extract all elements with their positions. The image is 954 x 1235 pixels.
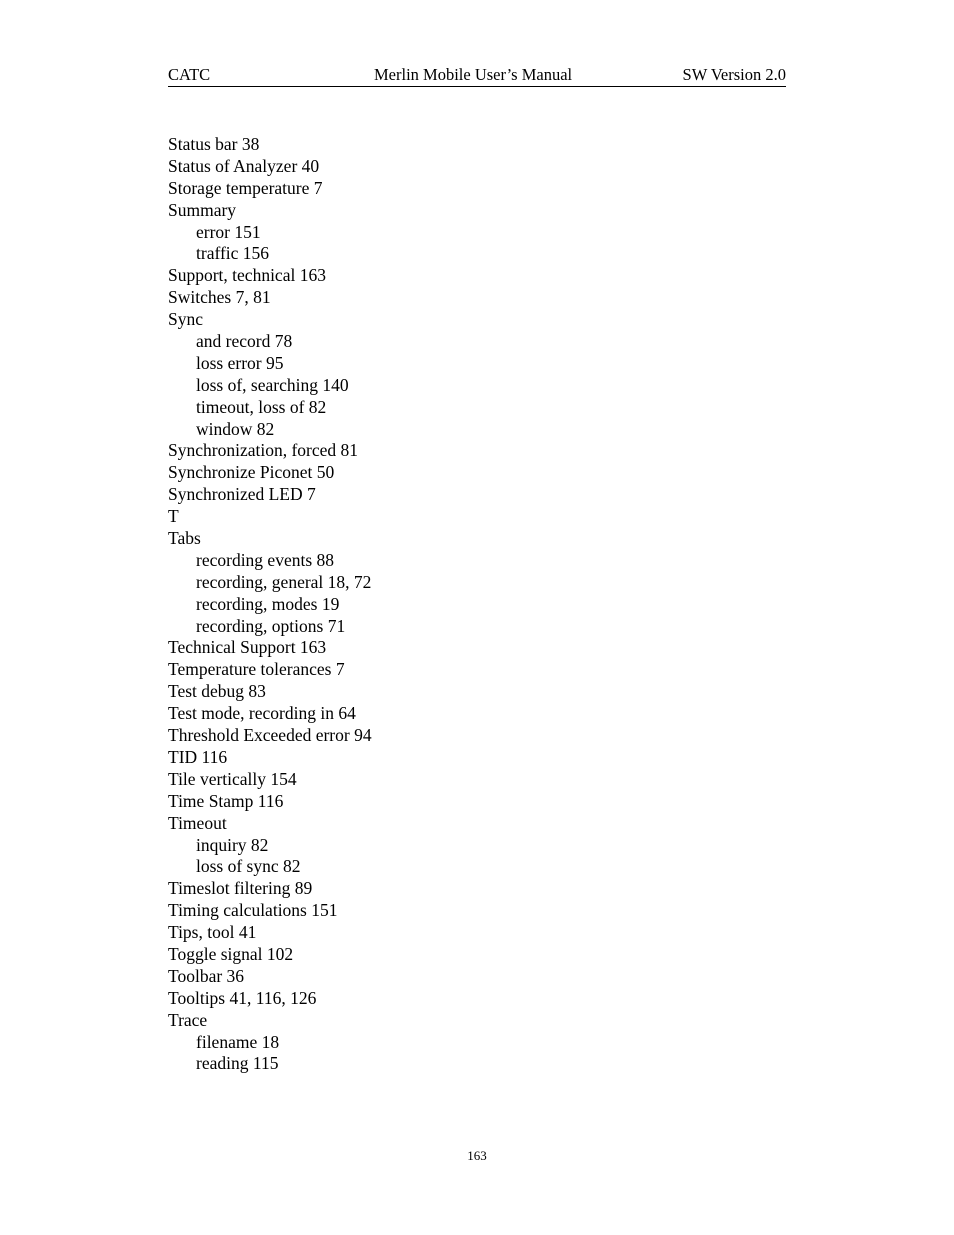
index-entry: Tile vertically 154 bbox=[168, 768, 297, 789]
index-subentry: error 151 bbox=[196, 221, 261, 242]
index-entry: Temperature tolerances 7 bbox=[168, 659, 345, 680]
index-subentry: loss error 95 bbox=[196, 352, 284, 373]
index-subentry: loss of, searching 140 bbox=[196, 374, 349, 395]
index-subentry: filename 18 bbox=[196, 1031, 280, 1052]
page-number: 163 bbox=[467, 1148, 487, 1163]
index-entry: Timeslot filtering 89 bbox=[168, 878, 313, 899]
index-list bbox=[168, 134, 768, 1075]
index-subentry: reading 115 bbox=[196, 1053, 279, 1074]
index-entry: Toggle signal 102 bbox=[168, 943, 294, 964]
index-subentry: timeout, loss of 82 bbox=[196, 396, 327, 417]
index-entry: Sync bbox=[168, 309, 203, 330]
index-entry: Timing calculations 151 bbox=[168, 900, 338, 921]
index-entry: Trace bbox=[168, 1009, 208, 1030]
index-subentry: recording events 88 bbox=[196, 549, 335, 570]
index-entry: Status bar 38 bbox=[168, 134, 260, 154]
index-entry: Switches 7, 81 bbox=[168, 287, 271, 308]
index-entry: Test mode, recording in 64 bbox=[168, 703, 356, 724]
index-subentry: loss of sync 82 bbox=[196, 856, 301, 877]
index-entry: Timeout bbox=[168, 812, 227, 833]
index-subentry: traffic 156 bbox=[196, 243, 270, 264]
index-entry: Tooltips 41, 116, 126 bbox=[168, 987, 317, 1008]
index-subentry: recording, options 71 bbox=[196, 615, 346, 636]
index-subentry: recording, general 18, 72 bbox=[196, 571, 372, 592]
index-entry: Support, technical 163 bbox=[168, 265, 326, 286]
index-entry: Summary bbox=[168, 199, 237, 220]
index-entry: TID 116 bbox=[168, 746, 228, 767]
index-entry: Threshold Exceeded error 94 bbox=[168, 725, 372, 746]
page-header bbox=[168, 64, 786, 87]
index-entry: Synchronized LED 7 bbox=[168, 484, 316, 505]
index-entry: Synchronize Piconet 50 bbox=[168, 462, 335, 483]
index-subentry: window 82 bbox=[196, 418, 275, 439]
index-subentry: and record 78 bbox=[196, 331, 293, 352]
index-subentry: recording, modes 19 bbox=[196, 593, 340, 614]
index-entry: Storage temperature 7 bbox=[168, 177, 323, 198]
index-entry: Tabs bbox=[168, 528, 201, 549]
header-version: SW Version 2.0 bbox=[682, 65, 786, 84]
index-entry: Toolbar 36 bbox=[168, 965, 245, 986]
index-subentry: inquiry 82 bbox=[196, 834, 269, 855]
index-entry: Synchronization, forced 81 bbox=[168, 440, 359, 461]
index-entry: Tips, tool 41 bbox=[168, 922, 257, 943]
index-entry: Technical Support 163 bbox=[168, 637, 327, 658]
index-entry: T bbox=[168, 506, 179, 527]
index-entry: Test debug 83 bbox=[168, 681, 266, 702]
header-company: CATC bbox=[168, 65, 211, 84]
index-entry: Time Stamp 116 bbox=[168, 790, 284, 811]
index-entry: Status of Analyzer 40 bbox=[168, 155, 320, 176]
header-manual-title: Merlin Mobile User’s Manual bbox=[374, 65, 573, 84]
